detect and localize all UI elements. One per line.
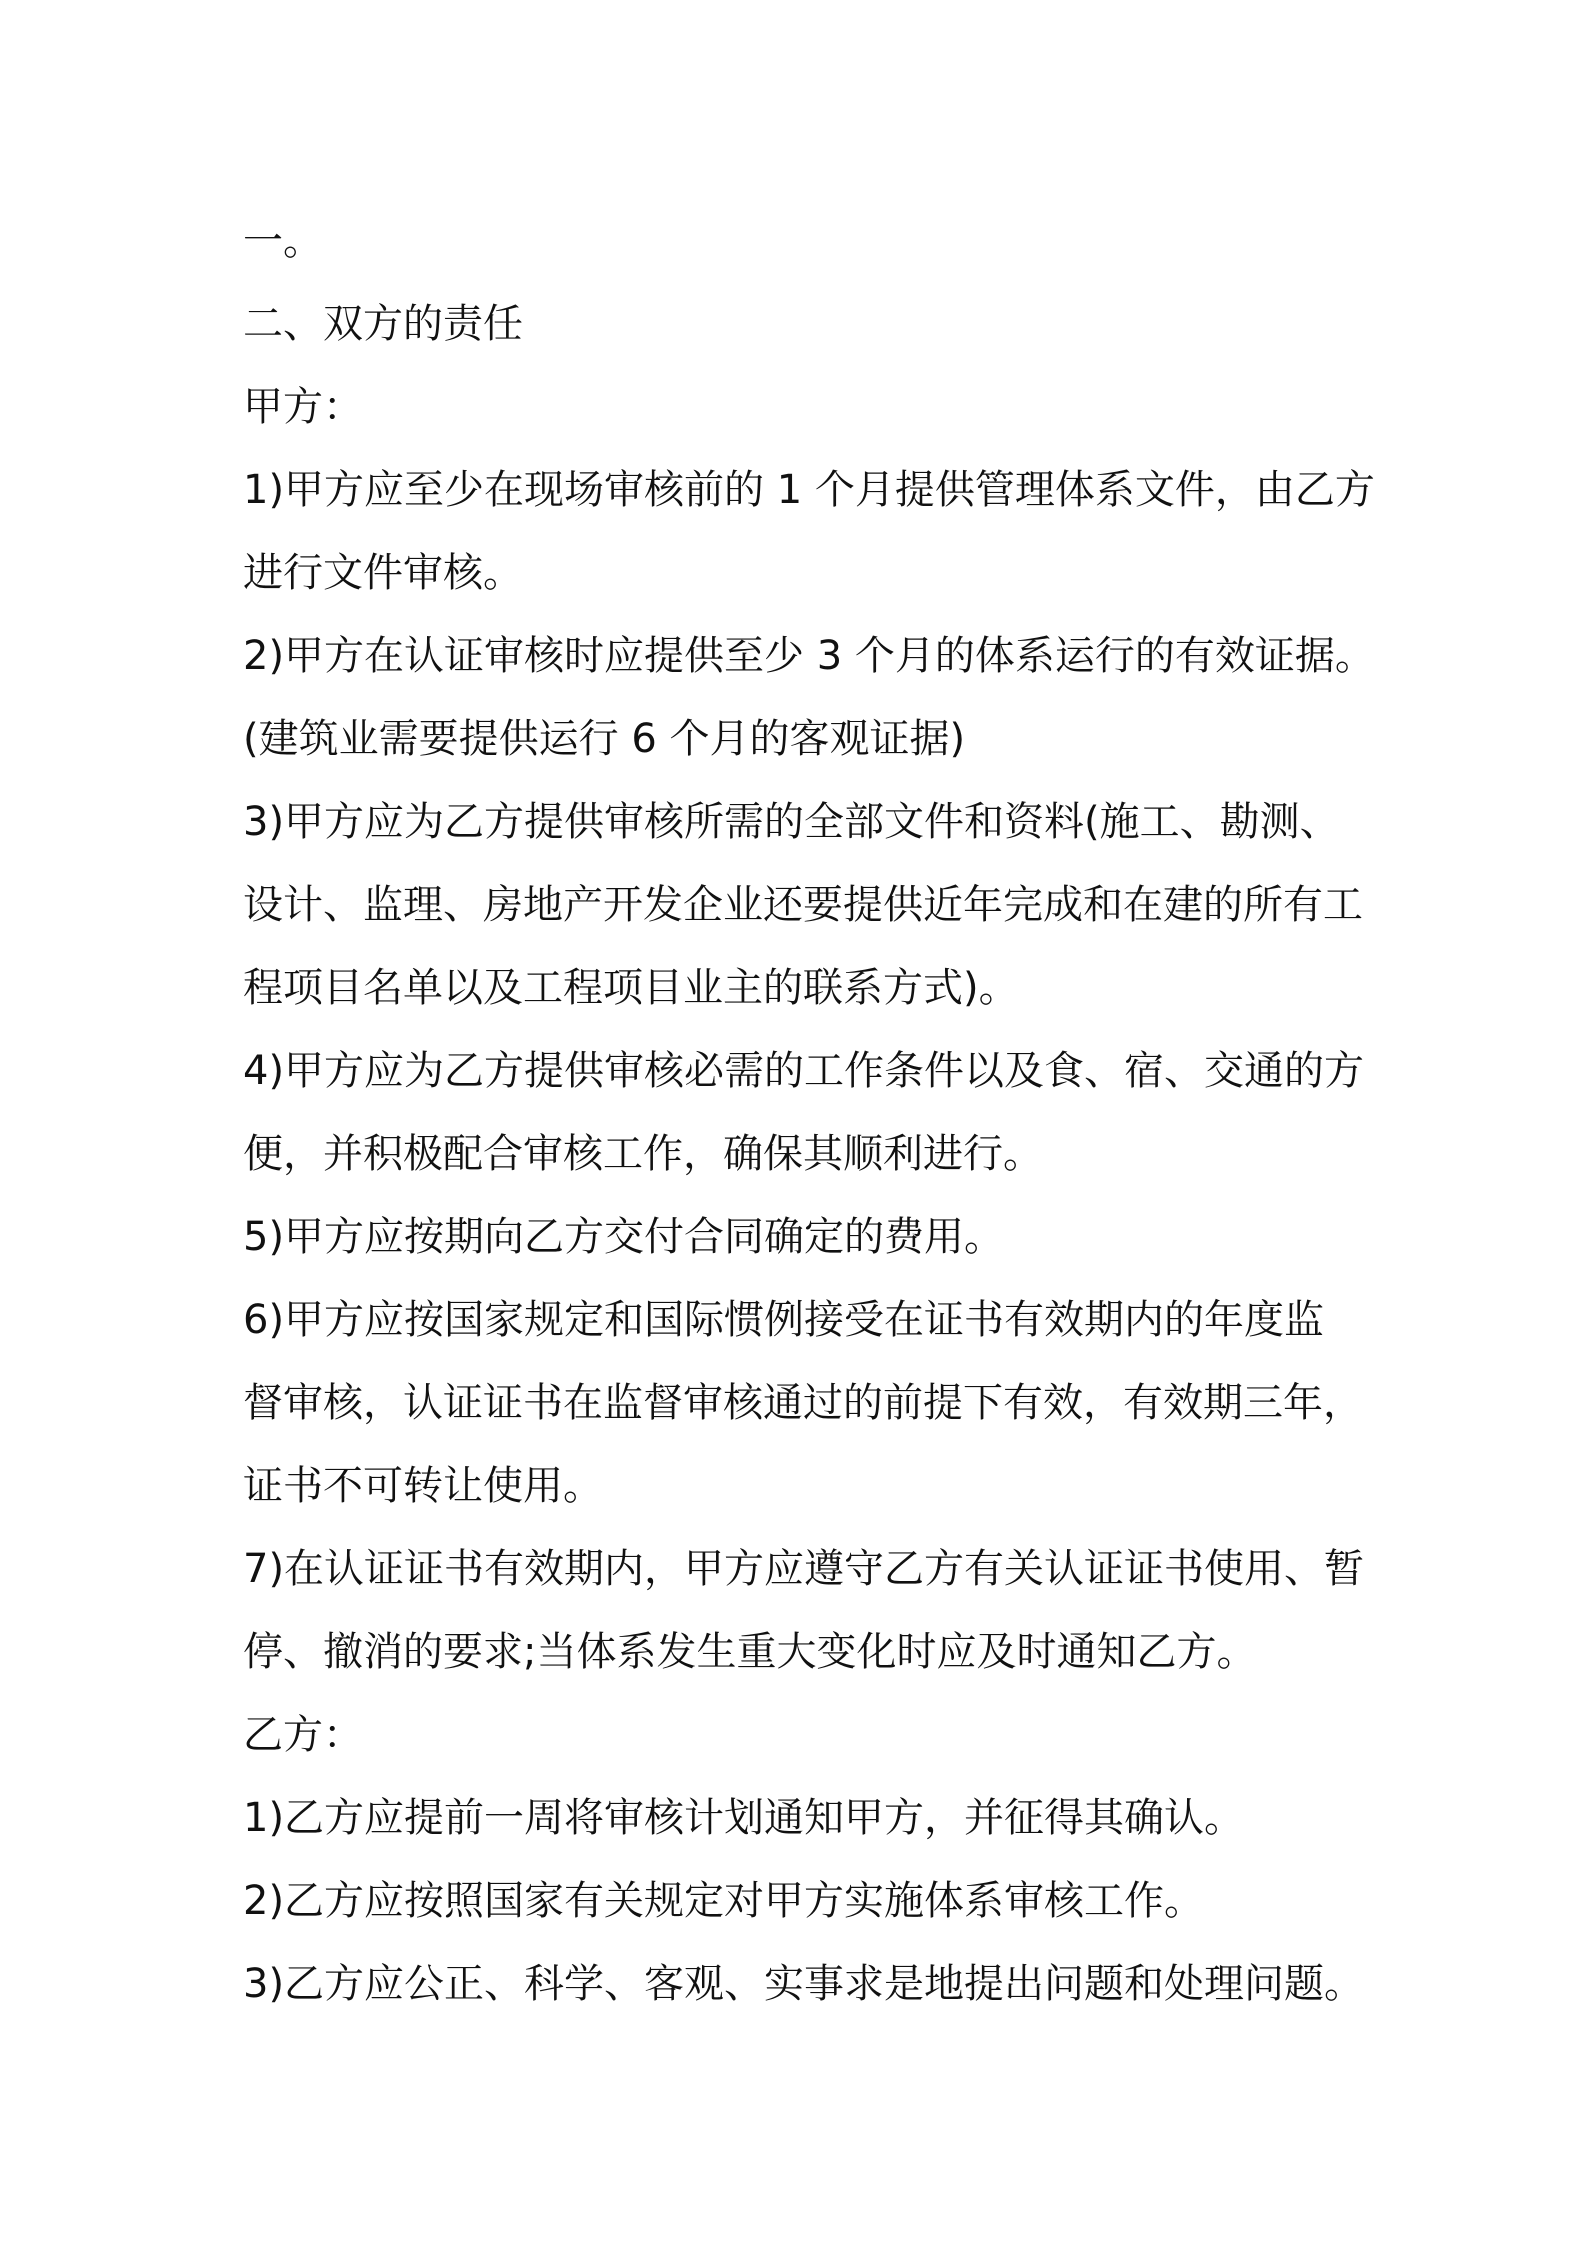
text-line: 证书不可转让使用。 xyxy=(243,1463,603,1509)
text-line: 3)甲方应为乙方提供审核所需的全部文件和资料(施工、勘测、 xyxy=(243,799,1340,845)
text-line: 2)乙方应按照国家有关规定对甲方实施体系审核工作。 xyxy=(243,1878,1205,1924)
text-line: 程项目名单以及工程项目业主的联系方式)。 xyxy=(243,965,1019,1011)
text-line: 6)甲方应按国家规定和国际惯例接受在证书有效期内的年度监 xyxy=(243,1297,1325,1343)
party-a-heading: 甲方： xyxy=(243,384,363,430)
text-line: 1)乙方应提前一周将审核计划通知甲方，并征得其确认。 xyxy=(243,1795,1245,1841)
document-page xyxy=(243,200,1375,2026)
text-line: 3)乙方应公正、科学、客观、实事求是地提出问题和处理问题。 xyxy=(243,1961,1365,2007)
text-line: 7)在认证证书有效期内，甲方应遵守乙方有关认证证书使用、暂 xyxy=(243,1546,1365,1592)
section-heading: 二、双方的责任 xyxy=(243,301,523,347)
text-line: 停、撤消的要求;当体系发生重大变化时应及时通知乙方。 xyxy=(243,1629,1257,1675)
text-line: 2)甲方在认证审核时应提供至少 3 个月的体系运行的有效证据。 xyxy=(243,633,1375,679)
text-line: 5)甲方应按期向乙方交付合同确定的费用。 xyxy=(243,1214,1005,1260)
text-line: 4)甲方应为乙方提供审核必需的工作条件以及食、宿、交通的方 xyxy=(243,1048,1365,1094)
text-line: 进行文件审核。 xyxy=(243,550,523,596)
text-line: 一。 xyxy=(243,218,323,264)
text-line: 督审核，认证证书在监督审核通过的前提下有效，有效期三年， xyxy=(243,1380,1363,1426)
text-line: 便，并积极配合审核工作，确保其顺利进行。 xyxy=(243,1131,1043,1177)
text-line: 设计、监理、房地产开发企业还要提供近年完成和在建的所有工 xyxy=(243,882,1363,928)
text-line: 1)甲方应至少在现场审核前的 1 个月提供管理体系文件，由乙方 xyxy=(243,467,1375,513)
party-b-heading: 乙方： xyxy=(243,1712,363,1758)
text-line: (建筑业需要提供运行 6 个月的客观证据) xyxy=(243,716,966,762)
